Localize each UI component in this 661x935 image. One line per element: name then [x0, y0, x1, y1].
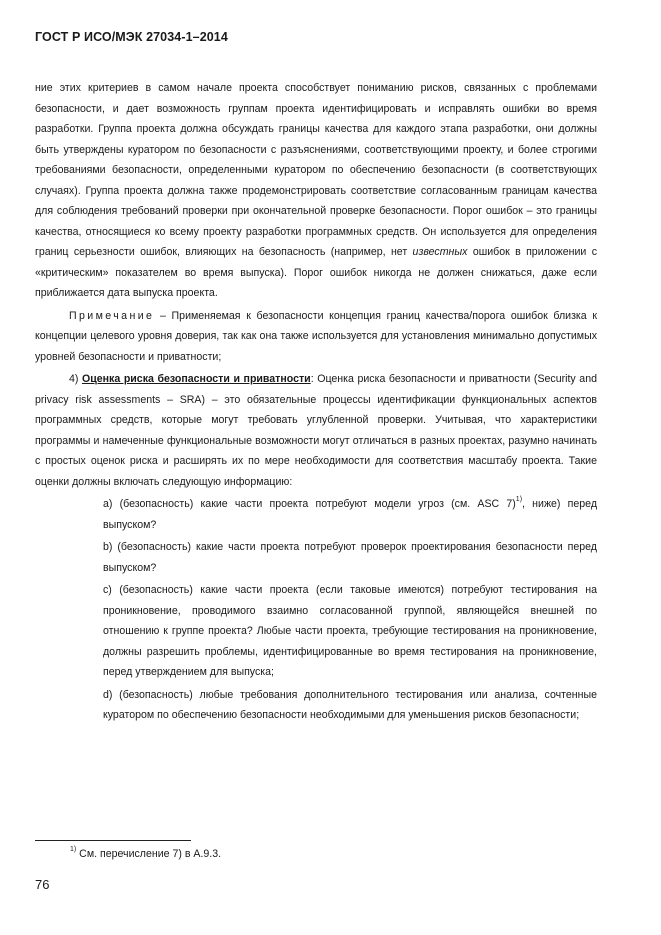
- footnote-reference: 1): [515, 496, 523, 504]
- list-item-4: 4) Оценка риска безопасности и приватности: Оценка риска безопасности и приватности (Security and privacy risk assessments – SRA) – это обязательные процессы идентификации функциональных аспектов программных средств, которые могут требовать углубленной проверки. Учитывая, что характеристики программы и намеченные функциональные возможности могут отличаться в разных проектах, разумно начинать с простых оценок риска и расширять их по мере необходимости для соответствия масштабу проекта. Такие оценки должны включать следующую информацию:: [35, 373, 597, 488]
- document-header: ГОСТ Р ИСО/МЭК 27034-1–2014: [35, 30, 228, 44]
- sub-item-d: d) (безопасность) любые требования дополнительного тестирования или анализа, сочтенные куратором по обеспечению безопасности необходимыми для уменьшения рисков безопасности;: [103, 688, 597, 721]
- note-label: Примечание: [69, 309, 155, 322]
- sub-item-c: c) (безопасность) какие части проекта (если таковые имеются) потребуют тестирования на проникновение, проводимого взаимно согласованной группой, являющейся внешней по отношению к группе проекта? Любые части проекта, требующие тестирования на проникновение, должны разрешить проблемы, идентифицированные во время тестирования на проникновение, перед утверждением для выпуска;: [103, 584, 597, 678]
- sub-item-a: a) (безопасность) какие части проекта потребуют модели угроз (см. ASC 7)$^{1)}$, ниже) перед выпуском?: [103, 496, 598, 531]
- paragraph-quality-gates: ние этих критериев в самом начале проекта способствует пониманию рисков, связанных с проблемами безопасности, и дает возможность группам проекта идентифицировать и исправлять ошибки во время разработки. Группа проекта должна обсуждать границы качества для каждого этапа разработки, они должны быть утверждены куратором по безопасности с разъяснениями, соответствующими проекту, и более строгими требованиями безопасности, определенными куратором по обеспечению безопасности (в соответствующих случаях). Группа проекта должна также продемонстрировать соответствие согласованным границам качества для соблюдения требований проверки при окончательной проверке безопасности. Порог ошибок – это границы качества, относящиеся ко всему проекту разработки программных средств. Он используется для определения границ серьезности ошибок, влияющих на безопасность (например, нет известных ошибок в приложении с «критическим» показателем во время выпуска). Порог ошибок никогда не должен снижаться, даже если приближается дата выпуска проекта.: [35, 82, 597, 299]
- item-4-title: Оценка риска безопасности и приватности: [82, 373, 311, 385]
- sub-item-b: b) (безопасность) какие части проекта потребуют проверок проектирования безопасности перед выпуском?: [103, 541, 597, 574]
- page-number: 76: [35, 877, 50, 892]
- note-paragraph: Примечание – Применяемая к безопасности концепция границ качества/порога ошибок близка к концепции целевого уровня доверия, так как она также используется для установления минимально допустимых уровней безопасности и приватности;: [35, 309, 597, 363]
- main-text: [35, 78, 597, 726]
- footnote: $^{1)}$ См. перечисление 7) в А.9.3.: [70, 846, 222, 860]
- footnote-separator: [35, 840, 191, 841]
